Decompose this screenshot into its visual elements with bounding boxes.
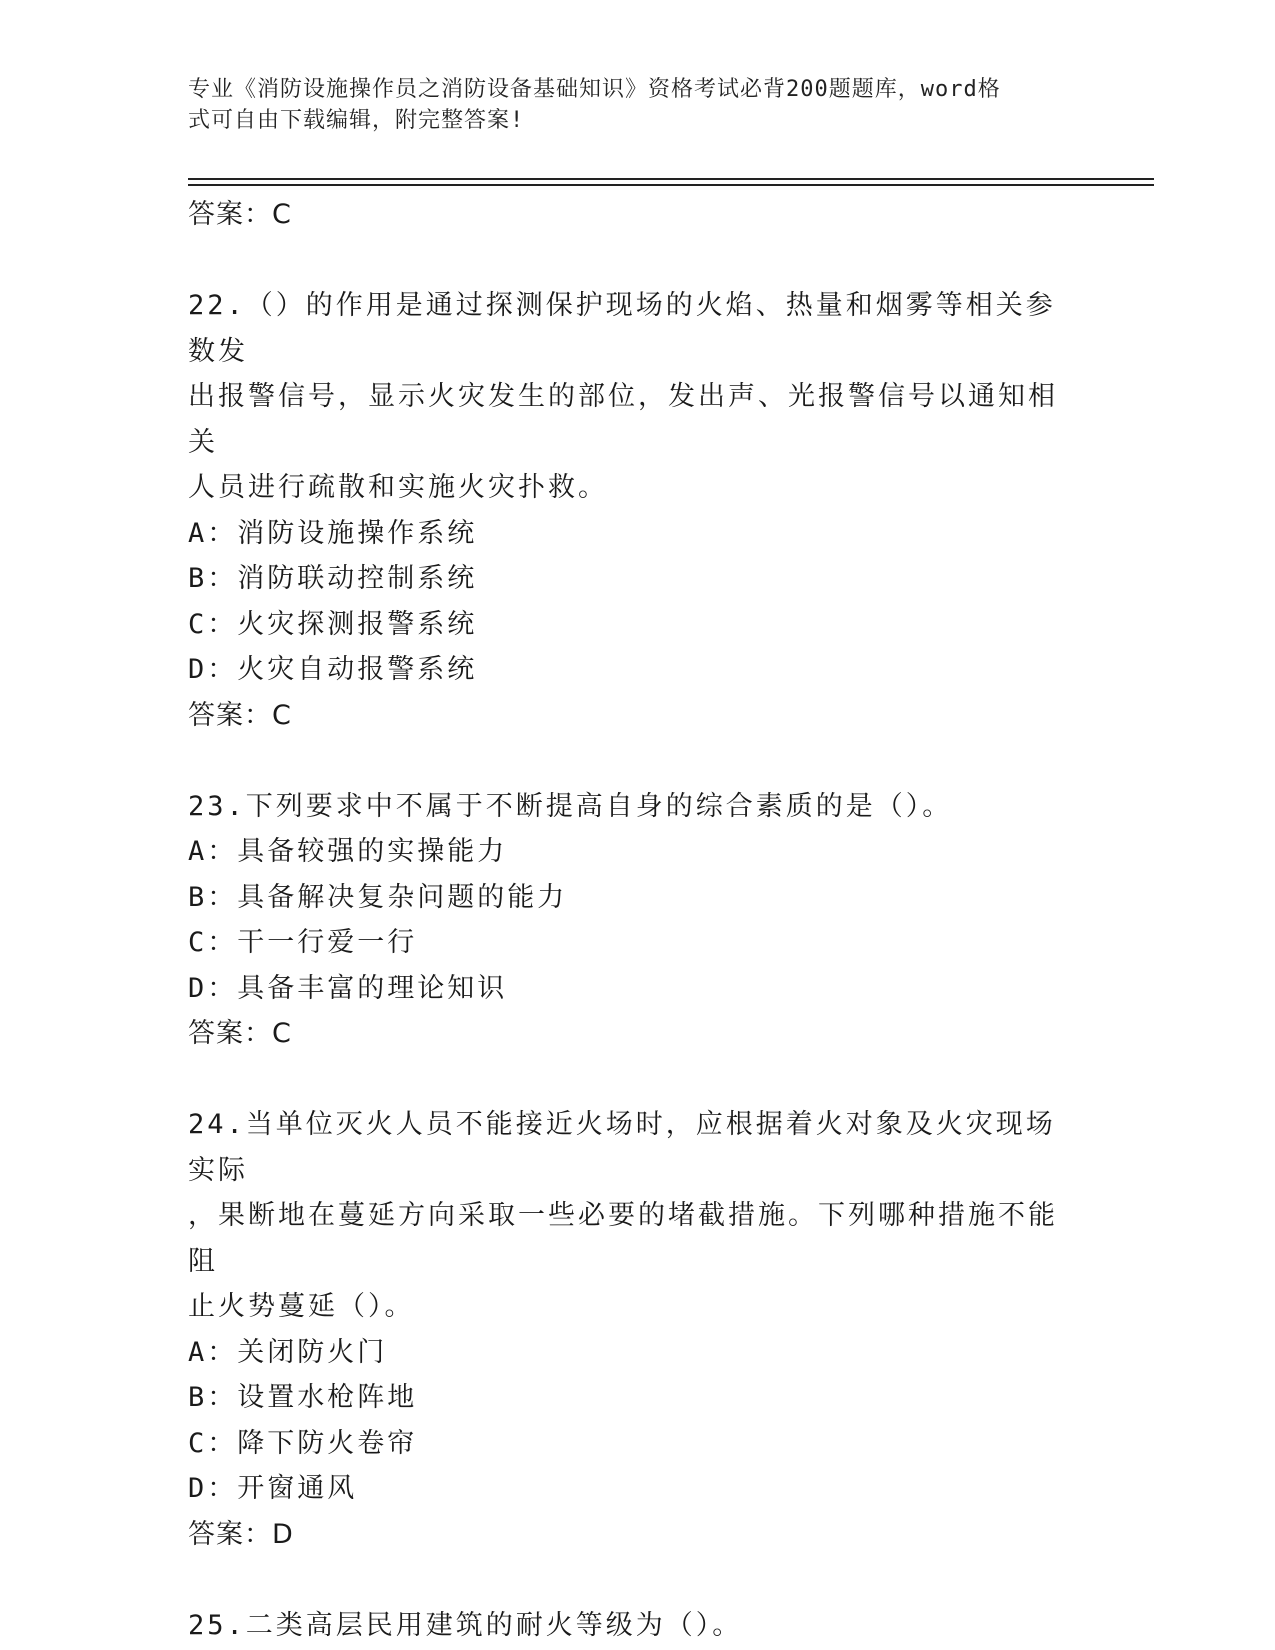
stem-line: 出报警信号，显示火灾发生的部位，发出声、光报警信号以通知相关 xyxy=(188,381,1058,458)
option-b: B：设置水枪阵地 xyxy=(188,1382,418,1413)
stem-line: 25.二类高层民用建筑的耐火等级为（）。 xyxy=(188,1609,743,1641)
previous-answer: 答案：C xyxy=(188,199,292,230)
option-c: C：火灾探测报警系统 xyxy=(188,608,478,640)
option-d: D：火灾自动报警系统 xyxy=(188,654,478,685)
answer: 答案：D xyxy=(188,1518,294,1550)
question-25 xyxy=(188,1603,1078,1649)
option-b: B：具备解决复杂问题的能力 xyxy=(188,881,568,913)
spacer xyxy=(188,1057,1078,1102)
question-stem xyxy=(188,784,1078,830)
question-stem xyxy=(188,283,1078,511)
header-line-2: 式可自由下载编辑，附完整答案! xyxy=(188,108,525,133)
stem-line: 24.当单位灭火人员不能接近火场时，应根据着火对象及火灾现场实际 xyxy=(188,1109,1056,1186)
stem-line: 止火势蔓延（）。 xyxy=(188,1291,415,1322)
answer: 答案：C xyxy=(188,1018,292,1049)
spacer xyxy=(188,238,1078,283)
question-23 xyxy=(188,784,1078,1058)
stem-line: 22.（）的作用是通过探测保护现场的火焰、热量和烟雾等相关参数发 xyxy=(188,290,1056,367)
option-d: D：具备丰富的理论知识 xyxy=(188,972,508,1004)
header-rule-top xyxy=(188,178,1154,180)
answer: 答案：C xyxy=(188,699,292,731)
option-c: C：降下防火卷帘 xyxy=(188,1427,418,1459)
option-a: A：消防设施操作系统 xyxy=(188,517,478,549)
question-stem xyxy=(188,1102,1078,1330)
option-d: D：开窗通风 xyxy=(188,1473,358,1504)
option-a: A：关闭防火门 xyxy=(188,1336,388,1368)
document-body xyxy=(188,192,1078,1648)
stem-line: 人员进行疏散和实施火灾扑救。 xyxy=(188,472,608,503)
header-rule-bottom xyxy=(188,184,1154,186)
option-a: A：具备较强的实操能力 xyxy=(188,836,508,867)
spacer xyxy=(188,739,1078,784)
option-b: B：消防联动控制系统 xyxy=(188,563,478,594)
question-24 xyxy=(188,1102,1078,1558)
question-stem xyxy=(188,1603,1078,1649)
stem-line: 23.下列要求中不属于不断提高自身的综合素质的是（）。 xyxy=(188,790,953,822)
option-c: C：干一行爱一行 xyxy=(188,927,418,958)
document-header xyxy=(188,74,1078,136)
spacer xyxy=(188,1558,1078,1603)
stem-line: ，果断地在蔓延方向采取一些必要的堵截措施。下列哪种措施不能阻 xyxy=(188,1200,1058,1277)
question-22 xyxy=(188,283,1078,739)
header-line-1: 专业《消防设施操作员之消防设备基础知识》资格考试必背200题题库，word格 xyxy=(188,77,1001,102)
